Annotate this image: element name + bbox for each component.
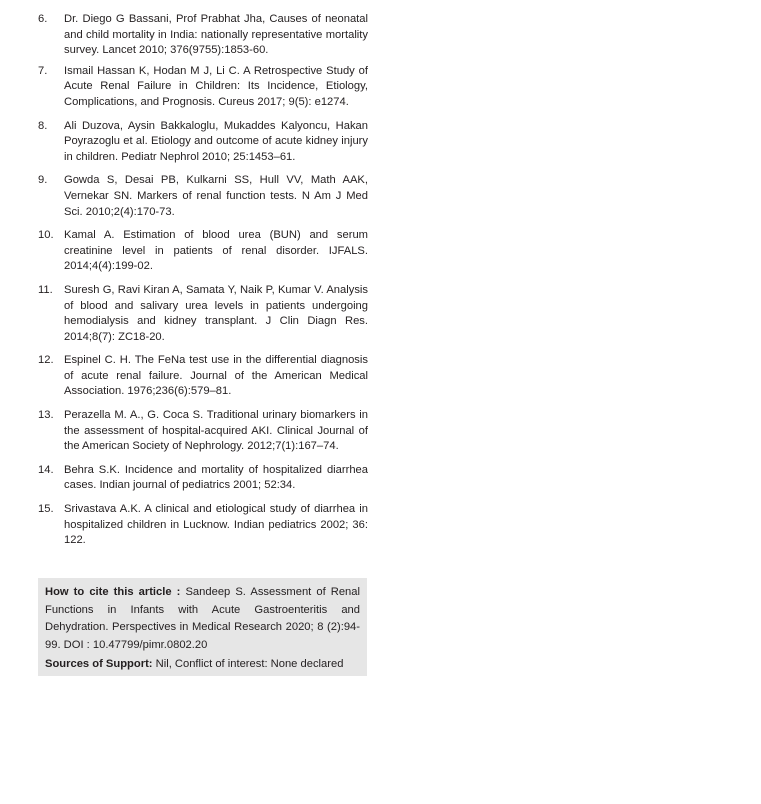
reference-number: 14. (38, 463, 54, 476)
citation-text: Sandeep S. Assessment of Renal Functions in Infants with Acute Gastroenteritis and Dehydration. Perspectives in Medical Research 2020; 8 (2):94-99. DOI : 10.47799/pimr.0802.20 (45, 586, 360, 651)
reference-item (38, 228, 368, 275)
citation-paragraph (45, 584, 360, 654)
reference-number: 10. (38, 229, 54, 242)
support-paragraph (45, 657, 360, 672)
reference-item (38, 12, 368, 59)
reference-item (38, 119, 368, 166)
reference-number: 6. (38, 13, 48, 25)
reference-text: Espinel C. H. The FeNa test use in the differential diagnosis of acute renal failure. Journal of the American Medical Association. 1976;236(6):579–81. (64, 354, 368, 398)
reference-text: Gowda S, Desai PB, Kulkarni SS, Hull VV, Math AAK, Vernekar SN. Markers of renal function tests. N Am J Med Sci. 2010;2(4):170-73. (64, 174, 368, 218)
reference-number: 11. (38, 283, 53, 296)
reference-list (38, 12, 368, 549)
reference-number: 9. (38, 174, 48, 187)
reference-item (38, 64, 368, 111)
reference-item (38, 463, 368, 494)
reference-item (38, 283, 368, 345)
reference-item (38, 408, 368, 455)
reference-text: Behra S.K. Incidence and mortality of hospitalized diarrhea cases. Indian journal of pediatrics 2001; 52:34. (64, 463, 368, 492)
reference-number: 12. (38, 354, 54, 367)
reference-text: Ismail Hassan K, Hodan M J, Li C. A Retrospective Study of Acute Renal Failure in Children: Its Incidence, Etiology, Complications, and Prognosis. Cureus 2017; 9(5): e1274. (64, 64, 368, 108)
reference-item (38, 173, 368, 220)
support-label: Sources of Support: (45, 658, 153, 671)
citation-label: How to cite this article : (45, 586, 181, 598)
reference-number: 7. (38, 64, 48, 77)
reference-text: Dr. Diego G Bassani, Prof Prabhat Jha, Causes of neonatal and child mortality in India: nationally representative mortality survey. Lancet 2010; 376(9755):1853-60. (64, 13, 368, 57)
reference-text: Suresh G, Ravi Kiran A, Samata Y, Naik P, Kumar V. Analysis of blood and salivary urea levels in patients undergoing hemodialysis and kidney transplant. J Clin Diagn Res. 2014;8(7): ZC18-20. (64, 283, 368, 343)
reference-item (38, 353, 368, 400)
reference-text: Srivastava A.K. A clinical and etiological study of diarrhea in hospitalized children in Lucknow. Indian pediatrics 2002; 36: 122. (64, 503, 368, 547)
reference-item (38, 502, 368, 549)
reference-number: 8. (38, 119, 48, 132)
reference-text: Perazella M. A., G. Coca S. Traditional urinary biomarkers in the assessment of hospital-acquired AKI. Clinical Journal of the American Society of Nephrology. 2012;7(1):167–74. (64, 409, 368, 453)
reference-text: Ali Duzova, Aysin Bakkaloglu, Mukaddes Kalyoncu, Hakan Poyrazoglu et al. Etiology and outcome of acute kidney injury in children. Pediatr Nephrol 2010; 25:1453–61. (64, 119, 368, 163)
citation-box (38, 578, 367, 676)
reference-text: Kamal A. Estimation of blood urea (BUN) and serum creatinine level in patients of renal disorder. IJFALS. 2014;4(4):199-02. (64, 229, 368, 273)
support-text: Nil, Conflict of interest: None declared (152, 658, 344, 671)
reference-number: 15. (38, 503, 54, 516)
reference-number: 13. (38, 409, 54, 422)
